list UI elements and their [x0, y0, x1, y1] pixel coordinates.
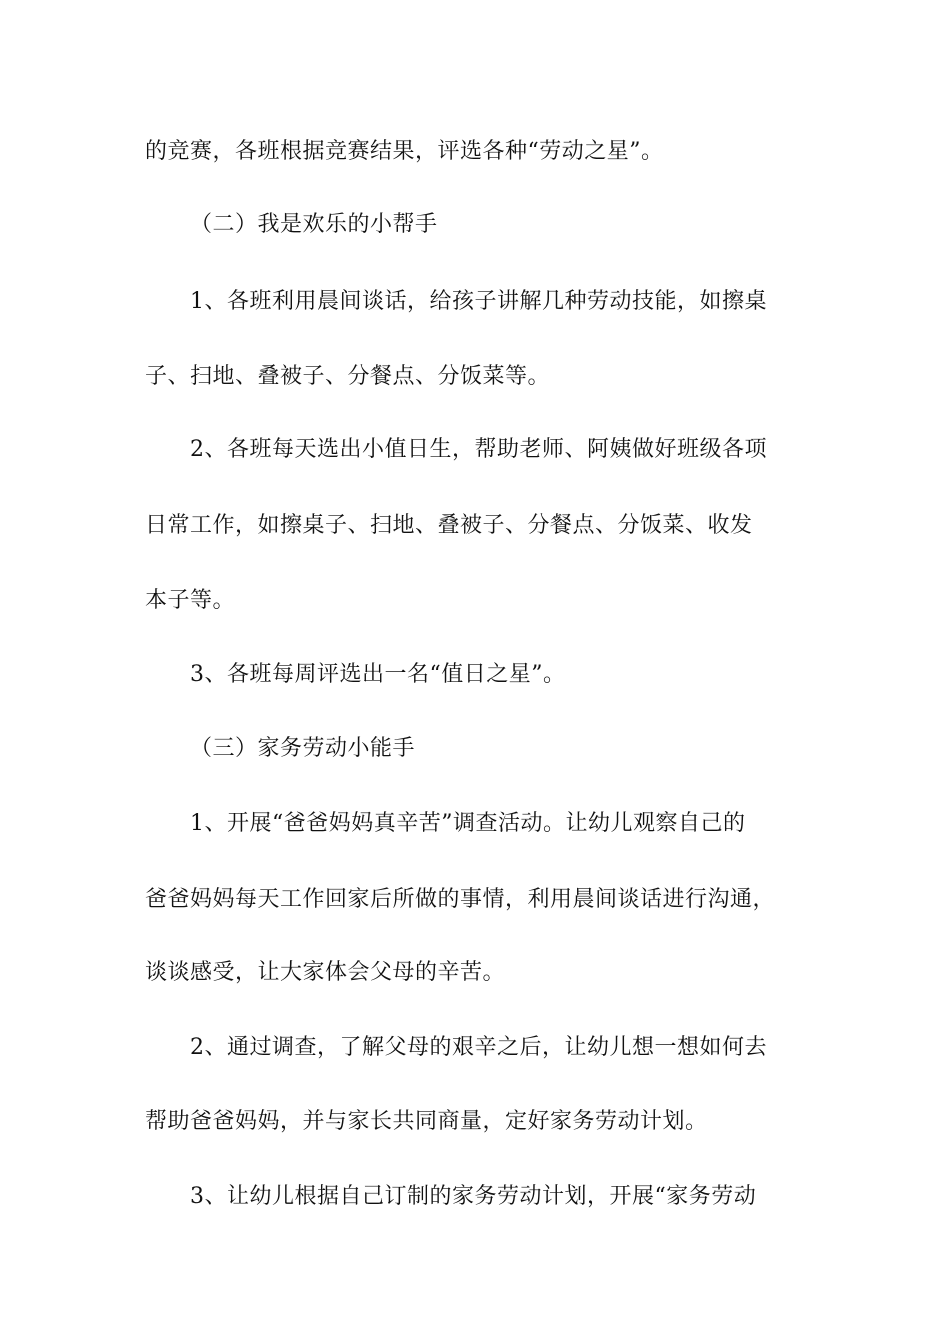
paragraph-line: 1、各班利用晨间谈话，给孩子讲解几种劳动技能，如擦桌 — [190, 289, 767, 314]
paragraph-line: 谈谈感受，让大家体会父母的辛苦。 — [145, 960, 506, 985]
paragraph-line: 2、通过调查，了解父母的艰辛之后，让幼儿想一想如何去 — [190, 1035, 767, 1060]
paragraph-line: 1、开展“爸爸妈妈真辛苦”调查活动。让幼儿观察自己的 — [190, 811, 746, 836]
paragraph-line: 2、各班每天选出小值日生，帮助老师、阿姨做好班级各项 — [190, 437, 767, 462]
text-line-continuation: 的竞赛，各班根据竞赛结果，评选各种“劳动之星”。 — [145, 139, 664, 164]
section-heading-2: （二）我是欢乐的小帮手 — [190, 212, 438, 237]
paragraph-line: 3、让幼儿根据自己订制的家务劳动计划，开展“家务劳动 — [190, 1184, 757, 1209]
paragraph-line: 帮助爸爸妈妈，并与家长共同商量，定好家务劳动计划。 — [145, 1109, 708, 1134]
paragraph-line: 本子等。 — [145, 588, 236, 613]
paragraph-line: 爸爸妈妈每天工作回家后所做的事情，利用晨间谈话进行沟通， — [145, 887, 776, 912]
paragraph-line: 子、扫地、叠被子、分餐点、分饭菜等。 — [145, 364, 551, 389]
section-heading-3: （三）家务劳动小能手 — [190, 736, 416, 761]
paragraph-line: 3、各班每周评选出一名“值日之星”。 — [190, 662, 566, 687]
paragraph-line: 日常工作，如擦桌子、扫地、叠被子、分餐点、分饭菜、收发 — [145, 513, 753, 538]
